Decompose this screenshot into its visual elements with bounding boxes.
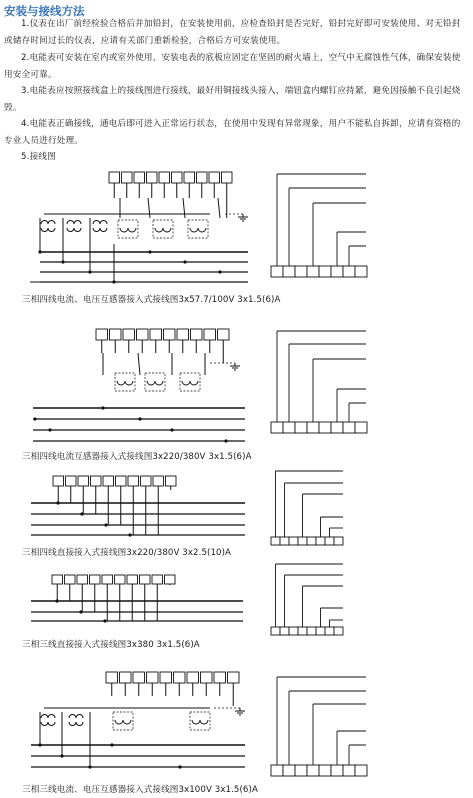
junction-dot (110, 743, 113, 746)
output-terminal-box (271, 422, 283, 433)
coil-symbol (93, 221, 107, 225)
terminal-box-4 (137, 329, 149, 340)
output-terminal-box (271, 627, 280, 635)
terminal-box-8 (141, 476, 152, 486)
output-terminal-box (319, 266, 331, 277)
terminal-box-2 (110, 329, 122, 340)
wiring-heading: 5.接线图 (21, 152, 56, 162)
terminal-box-6 (116, 476, 127, 486)
terminal-box-10 (165, 575, 176, 584)
wire (218, 198, 220, 218)
terminal-box-1 (53, 476, 64, 486)
output-terminal-box (271, 765, 283, 776)
output-terminal-box (316, 627, 325, 635)
terminal-box-5 (102, 575, 113, 584)
terminal-box-8 (191, 329, 203, 340)
junction-dot (101, 406, 104, 409)
junction-dot (60, 754, 63, 757)
wiring-diagram-1 (0, 166, 473, 292)
wiring-diagram-4 (0, 561, 473, 636)
terminal-box-7 (187, 672, 199, 683)
terminal-box-6 (115, 575, 126, 584)
coil-symbol (120, 228, 136, 232)
wiring-diagram-2 (0, 323, 473, 448)
junction-dot (48, 428, 51, 431)
junction-dot (55, 599, 58, 602)
coil-symbol (190, 228, 206, 232)
terminal-box-10 (222, 172, 233, 183)
output-terminal-box (319, 765, 331, 776)
coil-symbol (115, 720, 131, 724)
terminal-box-2 (120, 672, 132, 683)
terminal-box-10 (218, 329, 230, 340)
junction-dot (103, 619, 106, 622)
output-terminal-box (295, 266, 307, 277)
terminal-box-9 (152, 575, 163, 584)
terminal-box-8 (140, 575, 151, 584)
terminal-box-2 (66, 476, 77, 486)
output-terminal-box (280, 537, 289, 545)
output-terminal-box (298, 537, 307, 545)
wire (183, 198, 185, 218)
junction-dot (170, 428, 173, 431)
terminal-box-4 (91, 476, 102, 486)
output-terminal-box (289, 627, 298, 635)
terminal-box-2 (122, 172, 133, 183)
output-terminal-box (355, 422, 367, 433)
terminal-box-8 (201, 672, 213, 683)
terminal-box-4 (90, 575, 101, 584)
junction-dot (80, 512, 83, 515)
junction-dot (183, 260, 186, 263)
wire (138, 353, 140, 375)
output-terminal-box (343, 266, 355, 277)
output-terminal-box (331, 266, 343, 277)
junction-dot (33, 417, 36, 420)
terminal-box-1 (109, 172, 120, 183)
junction-dot (128, 533, 131, 536)
coil-symbol (117, 381, 133, 385)
junction-dot (104, 523, 107, 526)
output-terminal-box (307, 266, 319, 277)
output-terminal-box (343, 765, 355, 776)
output-terminal-box (325, 537, 334, 545)
output-terminal-box (307, 627, 316, 635)
diagram-5-caption: 三相三线电流、电压互感器接入式接线图3x100V 3x1.5(6)A (22, 785, 258, 795)
coil-symbol (41, 722, 55, 726)
output-terminal-box (298, 627, 307, 635)
junction-dot (178, 765, 181, 768)
output-terminal-box (307, 537, 316, 545)
output-terminal-box (355, 765, 367, 776)
terminal-box-6 (172, 172, 183, 183)
coil-symbol (69, 715, 83, 719)
wiring-diagram-5 (0, 666, 473, 778)
output-terminal-box (334, 537, 343, 545)
output-terminal-box (271, 266, 283, 277)
output-terminal-box (289, 537, 298, 545)
terminal-box-4 (147, 672, 159, 683)
diagram-3-caption: 三相四线直接接入式接线图3x220/380V 3x2.5(10)A (22, 548, 232, 558)
junction-dot (79, 610, 82, 613)
paragraph-1: 1.仪表在出厂前经检验合格后并加铅封，在安装使用前，应检查铅封是否完好，铅封完好即可安装使用、对无铅封或储存时间过长的仪表，应请有关部门重新检验，合格后方可安装使用。 (4, 19, 461, 46)
terminal-box-10 (166, 476, 177, 486)
terminal-box-7 (128, 476, 139, 486)
coil-symbol (147, 381, 163, 385)
terminal-box-6 (174, 672, 186, 683)
wire (148, 198, 150, 218)
junction-dot (88, 765, 91, 768)
diagram-4-caption: 三相三线直接接入式接线图3x380 3x1.5(6)A (22, 640, 200, 650)
output-terminal-box (295, 765, 307, 776)
output-terminal-box (280, 627, 289, 635)
paragraph-3: 3.电能表应按照接线盒上的接线图进行接线，最好用铜接线头接入，端钮盒内螺钉应持紧，避免因接触不良引起烧毁。 (4, 86, 461, 113)
terminal-box-6 (164, 329, 176, 340)
terminal-box-9 (209, 172, 220, 183)
terminal-box-8 (197, 172, 208, 183)
output-terminal-box (271, 537, 280, 545)
section-title: 安装与接线方法 (4, 4, 85, 18)
terminal-box-2 (65, 575, 76, 584)
coil-symbol (192, 720, 208, 724)
terminal-box-9 (204, 329, 216, 340)
junction-dot (88, 270, 91, 273)
terminal-box-9 (214, 672, 226, 683)
terminal-box-3 (77, 575, 88, 584)
output-terminal-box (334, 627, 343, 635)
output-terminal-box (307, 422, 319, 433)
terminal-box-5 (160, 672, 172, 683)
coil-symbol (182, 381, 198, 385)
output-terminal-box (331, 422, 343, 433)
output-terminal-box (283, 266, 295, 277)
terminal-box-7 (184, 172, 195, 183)
wiring-diagram-3 (0, 470, 473, 545)
junction-dot (38, 250, 41, 253)
terminal-box-3 (134, 172, 145, 183)
junction-dot (224, 439, 227, 442)
output-terminal-box (355, 266, 367, 277)
coil-symbol (155, 228, 171, 232)
terminal-box-3 (133, 672, 145, 683)
junction-dot (112, 280, 115, 283)
terminal-box-5 (159, 172, 170, 183)
output-terminal-box (319, 422, 331, 433)
terminal-box-5 (103, 476, 114, 486)
paragraph-4: 4.电能表正确接线，通电后即可进入正常运行状态，在使用中发现有异常现象，用户不能私自拆卸，应请有资格的专业人员进行处理。 (4, 119, 461, 146)
output-terminal-box (331, 765, 343, 776)
coil-symbol (93, 228, 107, 232)
output-terminal-box (283, 422, 295, 433)
junction-dot (148, 250, 151, 253)
coil-symbol (67, 228, 81, 232)
coil-symbol (69, 722, 83, 726)
diagram-1-caption: 三相四线电流、电压互感器接入式接线图3x57.7/100V 3x1.5(6)A (22, 295, 281, 305)
output-terminal-box (325, 627, 334, 635)
junction-dot (218, 270, 221, 273)
output-terminal-box (343, 422, 355, 433)
output-terminal-box (283, 765, 295, 776)
terminal-box-5 (150, 329, 162, 340)
terminal-box-10 (228, 672, 240, 683)
terminal-box-1 (52, 575, 63, 584)
terminal-box-7 (127, 575, 138, 584)
coil-symbol (41, 221, 55, 225)
terminal-box-9 (153, 476, 164, 486)
junction-dot (38, 743, 41, 746)
coil-symbol (41, 228, 55, 232)
junction-dot (61, 260, 64, 263)
coil-symbol (41, 715, 55, 719)
coil-symbol (67, 221, 81, 225)
junction-dot (56, 501, 59, 504)
terminal-box-4 (147, 172, 158, 183)
terminal-box-1 (96, 329, 108, 340)
paragraph-2: 2.电能表可安装在室内或室外使用，安装电表的底板应固定在坚固的耐火墙上，空气中无腐蚀性气体，确保安装使用安全可靠。 (4, 53, 461, 80)
output-terminal-box (295, 422, 307, 433)
junction-dot (138, 417, 141, 420)
diagram-2-caption: 三相四线电流互感器接入式接线图3x220/380V 3x1.5(6)A (22, 452, 252, 462)
terminal-box-7 (177, 329, 189, 340)
output-terminal-box (316, 537, 325, 545)
terminal-box-3 (123, 329, 135, 340)
output-terminal-box (307, 765, 319, 776)
terminal-box-1 (106, 672, 118, 683)
terminal-box-3 (78, 476, 89, 486)
